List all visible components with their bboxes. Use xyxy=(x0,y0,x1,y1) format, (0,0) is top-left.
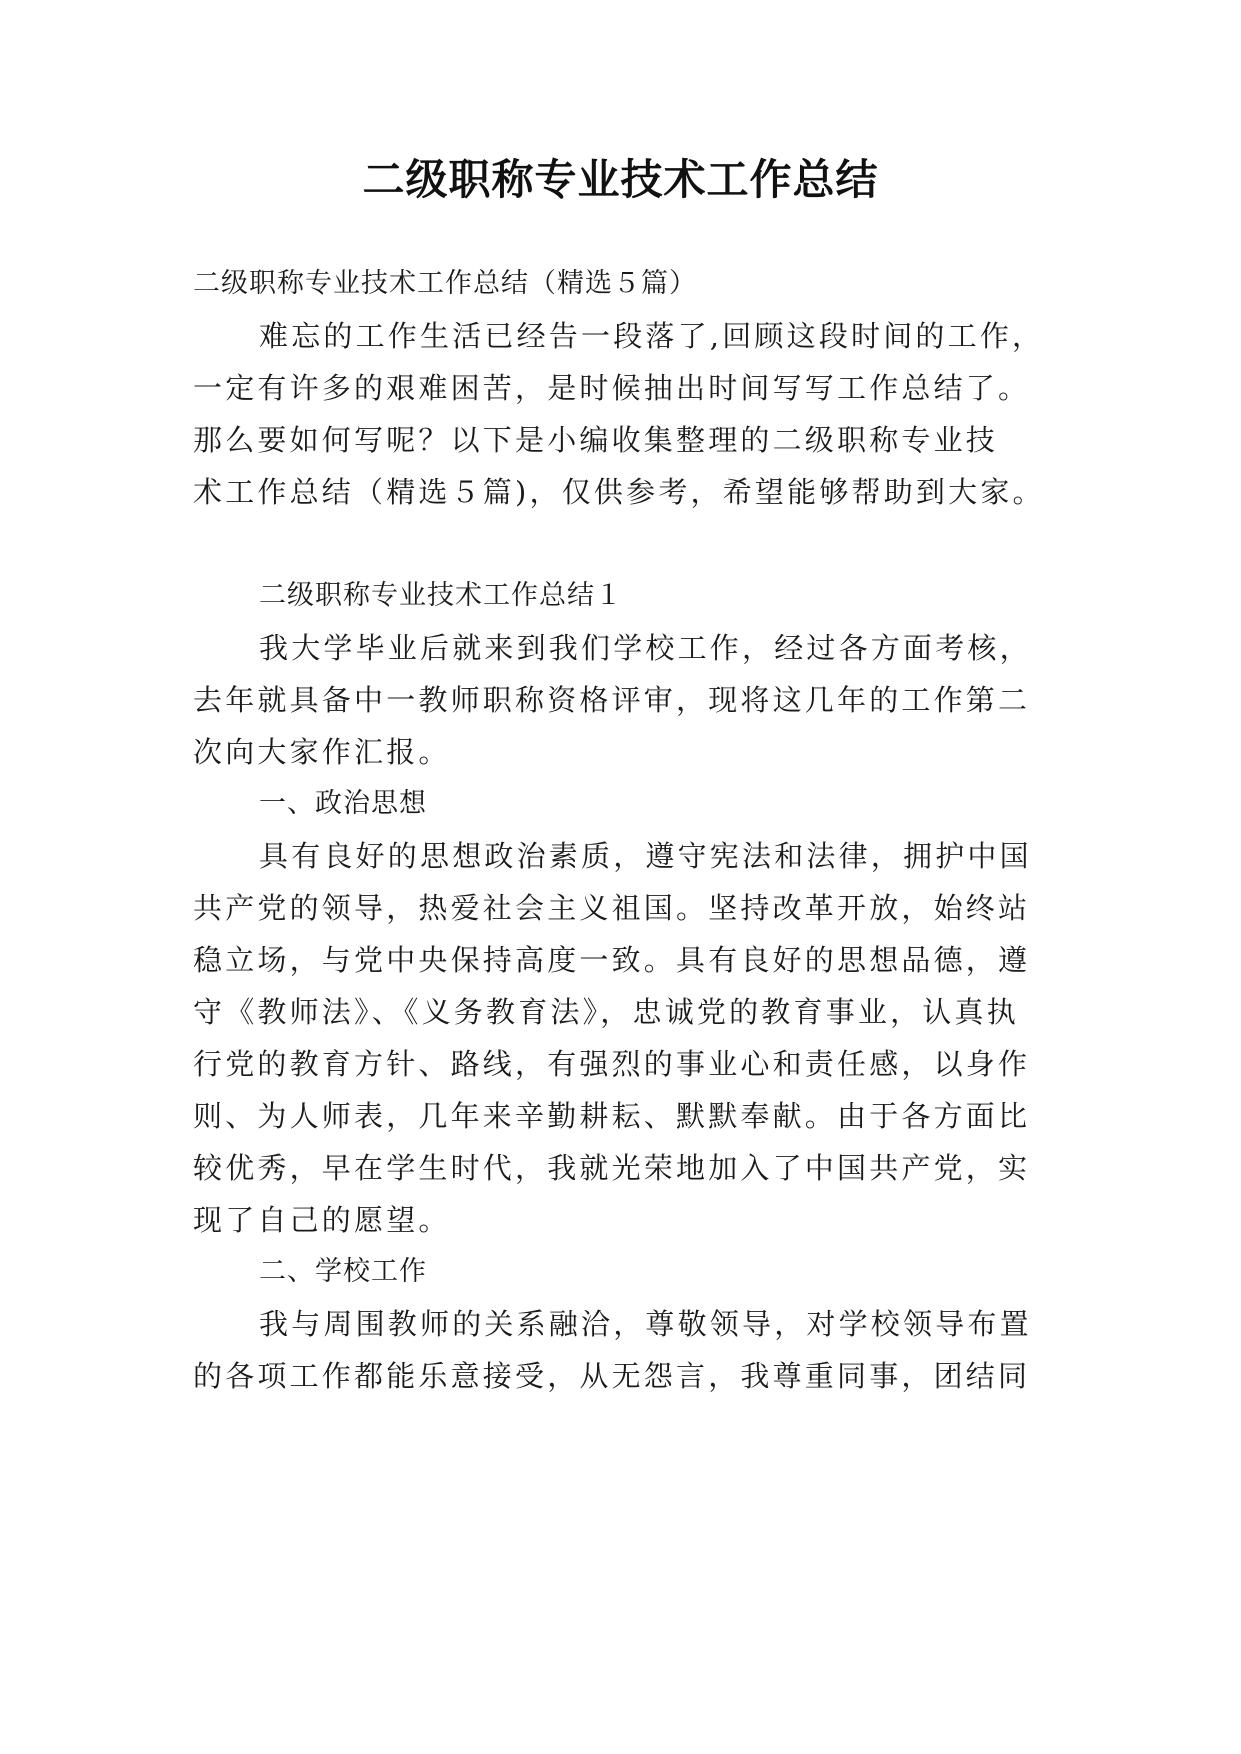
section-heading-politics: 一、政治思想 xyxy=(259,788,427,819)
body-paragraph-line: 具有良好的思想政治素质，遵守宪法和法律，拥护中国 xyxy=(259,839,1032,873)
body-paragraph-line: 次向大家作汇报。 xyxy=(193,735,451,769)
body-paragraph-line: 我大学毕业后就来到我们学校工作，经过各方面考核， xyxy=(259,631,1032,665)
body-paragraph-line: 我与周围教师的关系融洽，尊敬领导，对学校领导布置 xyxy=(259,1307,1032,1341)
intro-paragraph-line: 术工作总结（精选５篇)，仅供参考，希望能够帮助到大家。 xyxy=(193,475,1045,509)
section-heading-school-work: 二、学校工作 xyxy=(259,1256,427,1287)
body-paragraph-line: 则、为人师表，几年来辛勤耕耘、默默奉献。由于各方面比 xyxy=(193,1099,1031,1133)
intro-paragraph-line: 一定有许多的艰难困苦，是时候抽出时间写写工作总结了。 xyxy=(193,371,1031,405)
body-paragraph-line: 现了自己的愿望。 xyxy=(193,1203,451,1237)
body-paragraph-line: 行党的教育方针、路线，有强烈的事业心和责任感，以身作 xyxy=(193,1047,1031,1081)
body-paragraph-line: 共产党的领导，热爱社会主义祖国。坚持改革开放，始终站 xyxy=(193,891,1031,925)
intro-paragraph-line: 那么要如何写呢？以下是小编收集整理的二级职称专业技 xyxy=(193,423,999,457)
body-paragraph-line: 守《教师法》、《义务教育法》，忠诚党的教育事业，认真执 xyxy=(193,995,1019,1029)
body-paragraph-line: 的各项工作都能乐意接受，从无怨言，我尊重同事，团结同 xyxy=(193,1359,1031,1393)
article-heading: 二级职称专业技术工作总结１ xyxy=(259,580,623,611)
document-title: 二级职称专业技术工作总结 xyxy=(362,155,879,204)
body-paragraph-line: 稳立场，与党中央保持高度一致。具有良好的思想品德，遵 xyxy=(193,943,1031,977)
intro-paragraph-line: 难忘的工作生活已经告一段落了,回顾这段时间的工作， xyxy=(259,319,1045,353)
document-subtitle: 二级职称专业技术工作总结（精选５篇） xyxy=(193,268,697,299)
body-paragraph-line: 较优秀，早在学生时代，我就光荣地加入了中国共产党，实 xyxy=(193,1151,1031,1185)
body-paragraph-line: 去年就具备中一教师职称资格评审，现将这几年的工作第二 xyxy=(193,683,1031,717)
